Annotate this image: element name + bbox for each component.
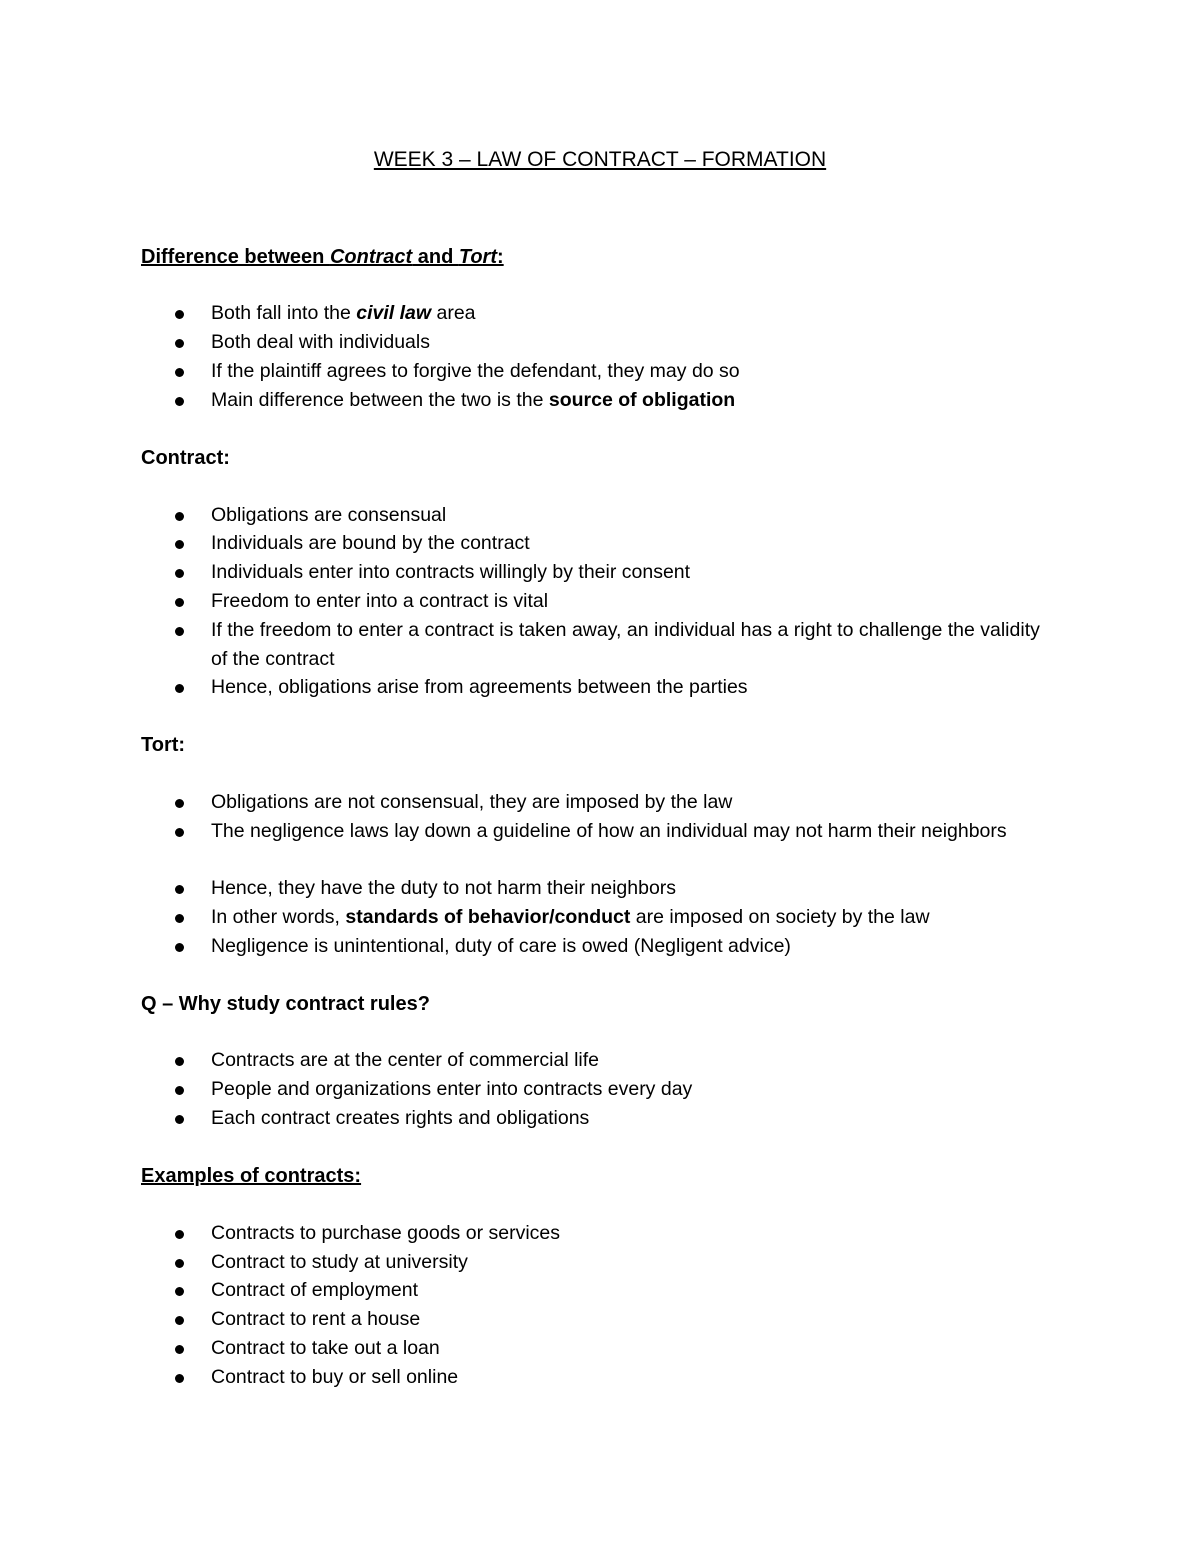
bullet-icon bbox=[175, 339, 184, 348]
bullet-icon bbox=[175, 1057, 184, 1066]
section-heading-examples: Examples of contracts: bbox=[141, 1165, 362, 1187]
section-heading-difference bbox=[141, 243, 504, 271]
bullet-icon bbox=[175, 512, 184, 521]
list-item: Freedom to enter into a contract is vital bbox=[211, 590, 549, 612]
list-item bbox=[211, 328, 1041, 357]
item-text: are imposed on society by the law bbox=[630, 906, 930, 928]
bullet-icon bbox=[175, 1230, 184, 1239]
bullet-icon bbox=[175, 627, 184, 636]
list-item: Each contract creates rights and obligations bbox=[211, 1107, 590, 1129]
item-text: Both fall into the bbox=[211, 302, 357, 324]
item-emphasis: source of obligation bbox=[548, 389, 736, 411]
bullet-icon bbox=[175, 828, 184, 837]
list-item bbox=[211, 386, 1041, 415]
bullet-icon bbox=[175, 1374, 184, 1383]
heading-text: and bbox=[412, 246, 459, 268]
bullet-icon bbox=[175, 885, 184, 894]
item-text: area bbox=[431, 302, 476, 324]
item-emphasis: standards of behavior/conduct bbox=[345, 906, 631, 928]
list-item bbox=[211, 299, 1041, 328]
list-item: Contract to take out a loan bbox=[211, 1337, 440, 1359]
list-item: Contract to buy or sell online bbox=[211, 1366, 459, 1388]
list-item bbox=[211, 874, 1041, 903]
list-item: Individuals are bound by the contract bbox=[211, 532, 530, 554]
bullet-icon bbox=[175, 310, 184, 319]
list-item bbox=[211, 817, 1041, 846]
bullet-icon bbox=[175, 1345, 184, 1354]
list-item bbox=[211, 788, 1041, 817]
item-text: Both deal with individuals bbox=[211, 331, 430, 353]
bullet-icon bbox=[175, 1115, 184, 1124]
bullet-icon bbox=[175, 1316, 184, 1325]
bullet-icon bbox=[175, 1259, 184, 1268]
list-item: Obligations are consensual bbox=[211, 504, 447, 526]
list-item: Hence, obligations arise from agreements between the parties bbox=[211, 676, 748, 698]
list-item: Contracts are at the center of commercial life bbox=[211, 1049, 599, 1071]
list-item bbox=[211, 932, 1041, 961]
list-item: People and organizations enter into contracts every day bbox=[211, 1078, 693, 1100]
item-text: The negligence laws lay down a guideline of how an individual may not harm their neighbors bbox=[211, 820, 1007, 842]
heading-text: : bbox=[497, 246, 504, 268]
bullet-icon bbox=[175, 1287, 184, 1296]
list-item: Contract to rent a house bbox=[211, 1308, 421, 1330]
bullet-icon bbox=[175, 540, 184, 549]
list-item bbox=[211, 903, 1041, 932]
document-title: WEEK 3 – LAW OF CONTRACT – FORMATION bbox=[373, 148, 827, 171]
bullet-icon bbox=[175, 799, 184, 808]
item-text: Main difference between the two is the bbox=[211, 389, 549, 411]
heading-text-contract: Contract bbox=[329, 246, 413, 268]
bullet-icon bbox=[175, 598, 184, 607]
bullet-icon bbox=[175, 943, 184, 952]
bullet-icon bbox=[175, 368, 184, 377]
section-heading-tort: Tort: bbox=[141, 734, 186, 756]
bullet-icon bbox=[175, 914, 184, 923]
bullet-icon bbox=[175, 684, 184, 693]
item-text: Obligations are not consensual, they are imposed by the law bbox=[211, 791, 733, 813]
item-text: Hence, they have the duty to not harm their neighbors bbox=[211, 877, 677, 899]
bullet-icon bbox=[175, 569, 184, 578]
item-text: In other words, bbox=[211, 906, 346, 928]
section-heading-contract: Contract: bbox=[141, 447, 230, 469]
bullet-icon bbox=[175, 1086, 184, 1095]
list-item: Contract to study at university bbox=[211, 1251, 468, 1273]
item-text: Negligence is unintentional, duty of care is owed (Negligent advice) bbox=[211, 935, 791, 957]
heading-text-tort: Tort bbox=[458, 246, 497, 268]
list-item bbox=[211, 357, 1041, 386]
list-item: Contracts to purchase goods or services bbox=[211, 1222, 561, 1244]
section-heading-why-study: Q – Why study contract rules? bbox=[141, 993, 430, 1015]
list-item: Contract of employment bbox=[211, 1279, 419, 1301]
list-item: If the freedom to enter a contract is taken away, an individual has a right to challenge the validity of the contract bbox=[211, 619, 1040, 670]
heading-text: Difference between bbox=[141, 246, 330, 268]
list-item: Individuals enter into contracts willingly by their consent bbox=[211, 561, 691, 583]
item-text: If the plaintiff agrees to forgive the defendant, they may do so bbox=[211, 360, 740, 382]
bullet-icon bbox=[175, 397, 184, 406]
item-emphasis: civil law bbox=[356, 302, 432, 324]
